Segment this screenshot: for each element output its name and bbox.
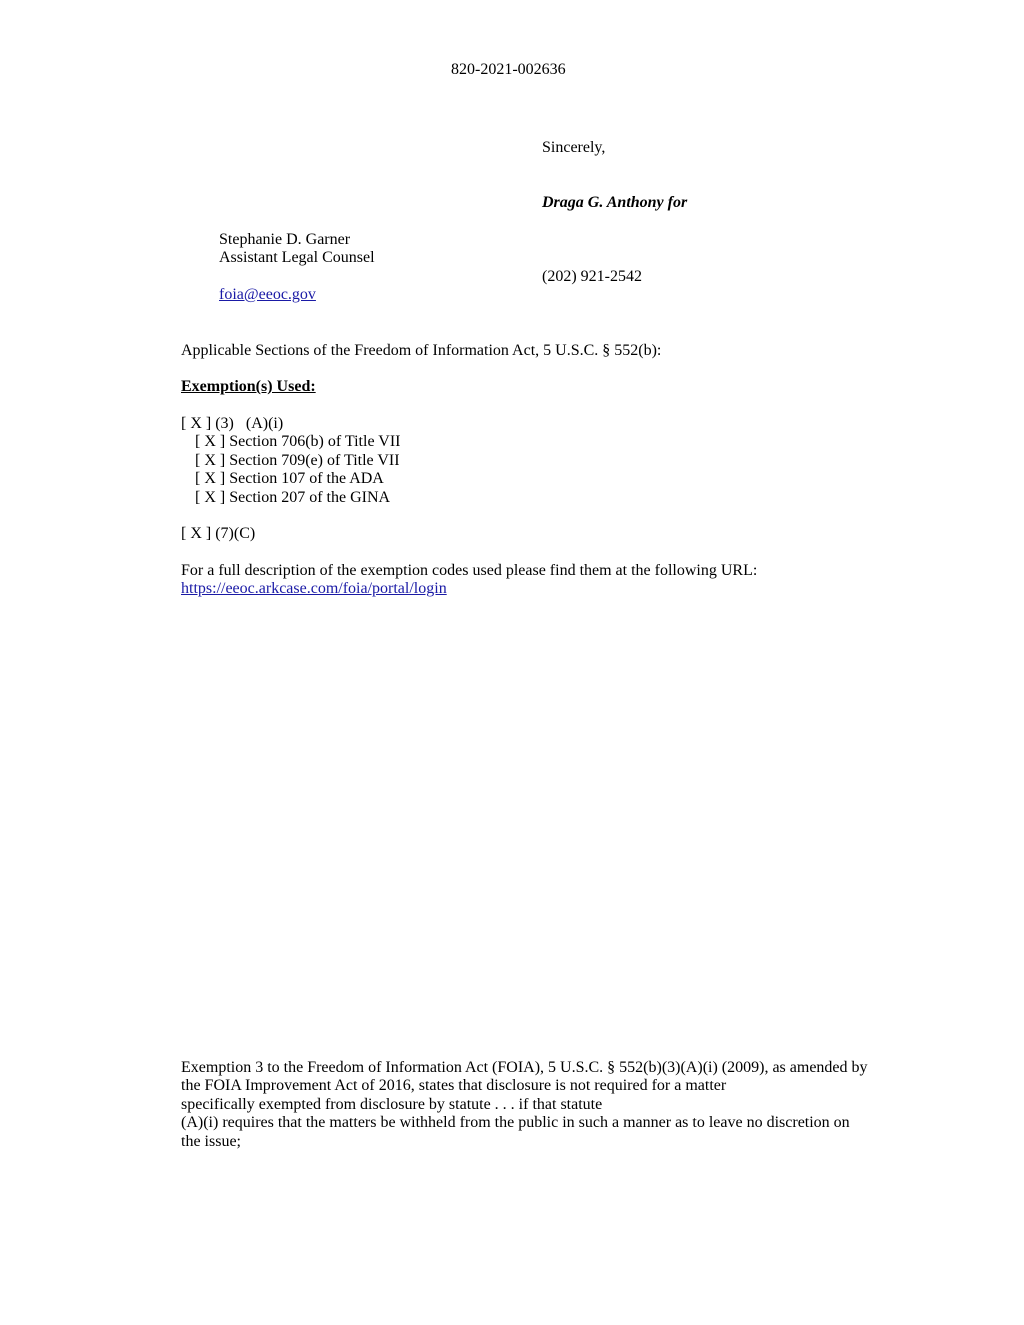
exemption-item-ada: [ X ] Section 107 of the ADA (195, 470, 384, 487)
exemptions-intro: Applicable Sections of the Freedom of Information Act, 5 U.S.C. § 552(b): (181, 342, 662, 359)
exemption3-line: the issue; (181, 1133, 241, 1150)
exemption-item-7c: [ X ] (7)(C) (181, 525, 256, 542)
exemptions-heading: Exemption(s) Used: (181, 378, 316, 395)
signer-name: Stephanie D. Garner (219, 231, 351, 248)
exemption-item-709e: [ X ] Section 709(e) of Title VII (195, 452, 400, 469)
document-number: 820-2021-002636 (451, 61, 566, 78)
signer-title: Assistant Legal Counsel (219, 249, 375, 266)
signed-by: Draga G. Anthony for (542, 194, 688, 211)
exemption-codes-url-link[interactable]: https://eeoc.arkcase.com/foia/portal/login (181, 580, 447, 597)
exemption-item-gina: [ X ] Section 207 of the GINA (195, 489, 391, 506)
exemption-item-3: [ X ] (3) (A)(i) (181, 415, 284, 432)
exemption-item-706b: [ X ] Section 706(b) of Title VII (195, 433, 401, 450)
exemption3-line: (A)(i) requires that the matters be withheld from the public in such a manner as to leave no discretion on (181, 1114, 850, 1131)
exemption3-line: the FOIA Improvement Act of 2016, states that disclosure is not required for a matter (181, 1077, 727, 1094)
signer-phone: (202) 921-2542 (542, 268, 642, 285)
exemption3-line: Exemption 3 to the Freedom of Information Act (FOIA), 5 U.S.C. § 552(b)(3)(A)(i) (2009), as amended by (181, 1059, 868, 1076)
closing-salutation: Sincerely, (542, 139, 606, 156)
exemption3-line: specifically exempted from disclosure by statute . . . if that statute (181, 1096, 603, 1113)
email-link[interactable]: foia@eeoc.gov (219, 286, 316, 303)
exemption-description: For a full description of the exemption codes used please find them at the following URL: (181, 562, 758, 579)
